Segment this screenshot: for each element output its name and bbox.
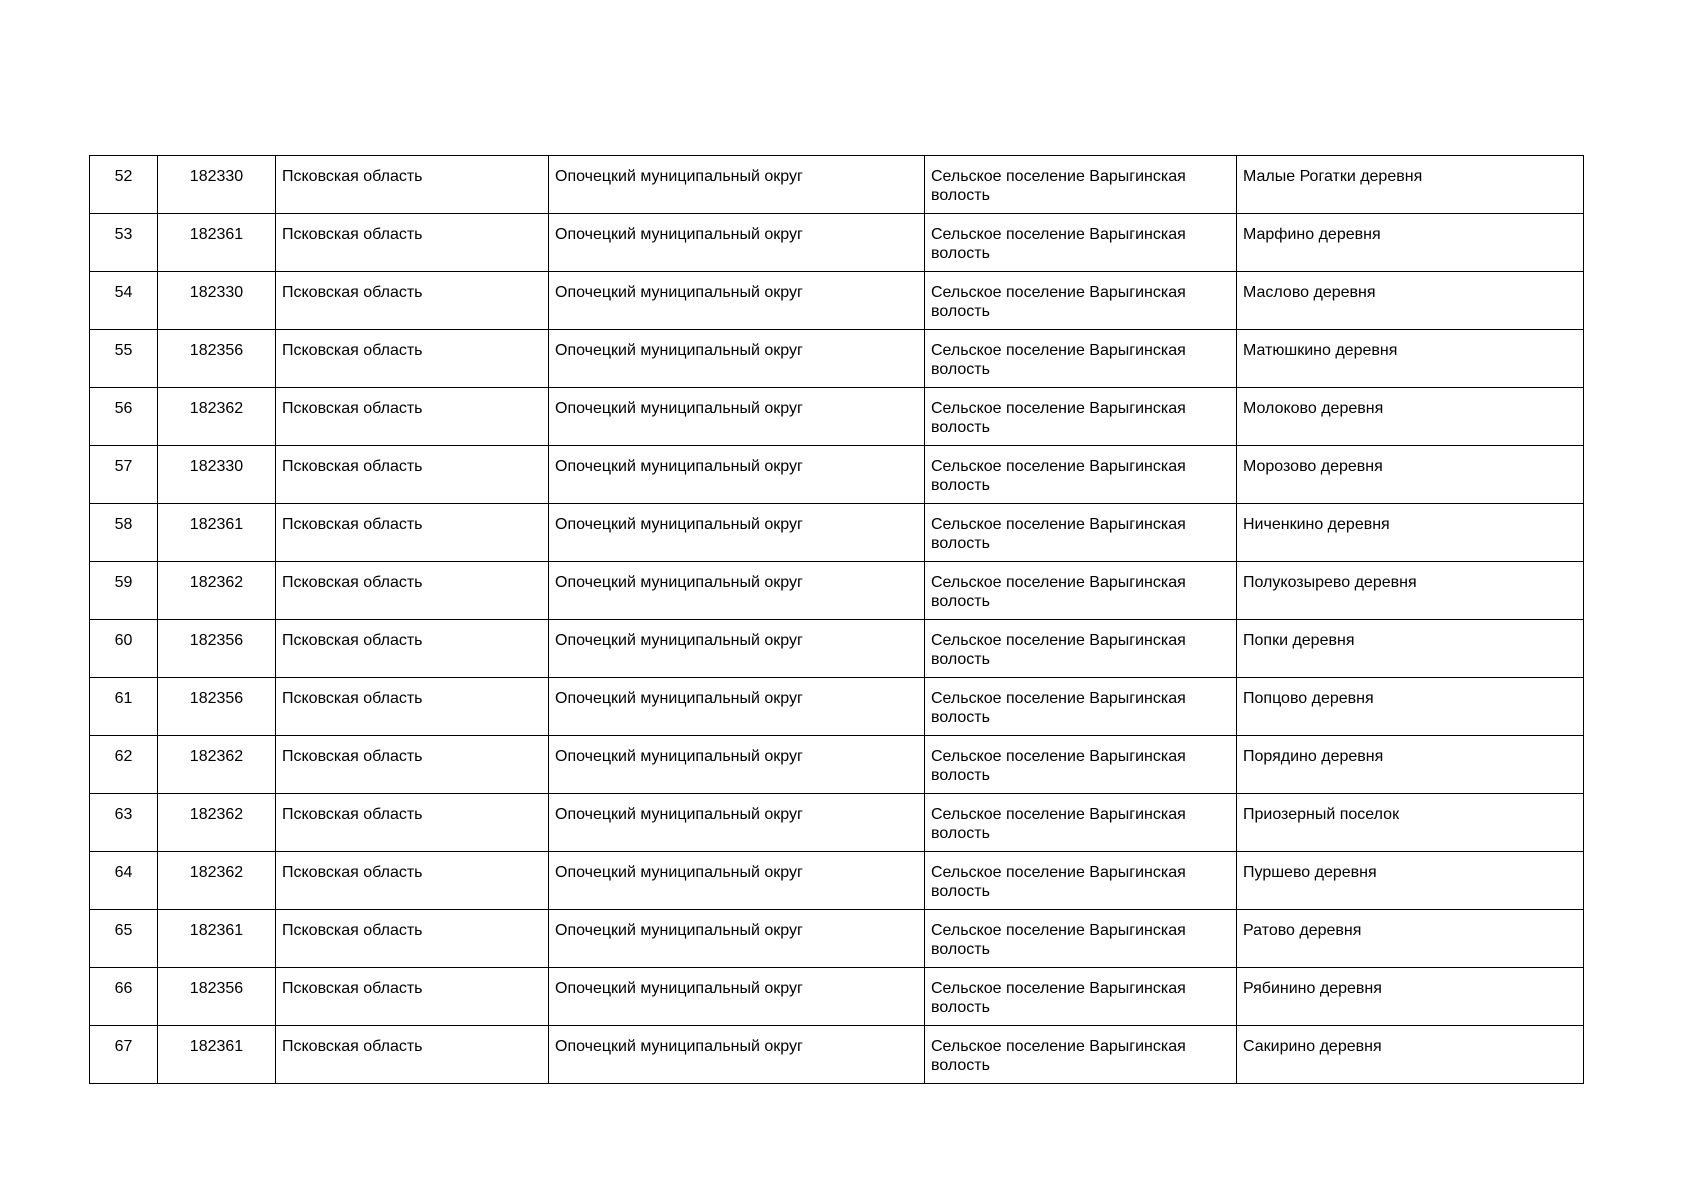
- postal-index-cell: 182356: [158, 330, 276, 388]
- region-cell: Псковская область: [276, 156, 549, 214]
- region-cell: Псковская область: [276, 678, 549, 736]
- locality-cell: Ниченкино деревня: [1237, 504, 1584, 562]
- row-number-cell: 65: [90, 910, 158, 968]
- district-cell: Опочецкий муниципальный округ: [549, 272, 925, 330]
- row-number-cell: 58: [90, 504, 158, 562]
- settlement-cell: Сельское поселение Варыгинская волость: [925, 272, 1237, 330]
- region-cell: Псковская область: [276, 562, 549, 620]
- postal-index-cell: 182361: [158, 504, 276, 562]
- settlement-cell: Сельское поселение Варыгинская волость: [925, 794, 1237, 852]
- district-cell: Опочецкий муниципальный округ: [549, 620, 925, 678]
- locality-cell: Ратово деревня: [1237, 910, 1584, 968]
- table-row: [90, 562, 1584, 620]
- district-cell: Опочецкий муниципальный округ: [549, 562, 925, 620]
- locality-cell: Попцово деревня: [1237, 678, 1584, 736]
- district-cell: Опочецкий муниципальный округ: [549, 214, 925, 272]
- postal-index-cell: 182361: [158, 1026, 276, 1084]
- region-cell: Псковская область: [276, 736, 549, 794]
- settlement-cell: Сельское поселение Варыгинская волость: [925, 214, 1237, 272]
- row-number-cell: 53: [90, 214, 158, 272]
- district-cell: Опочецкий муниципальный округ: [549, 968, 925, 1026]
- table-row: [90, 852, 1584, 910]
- table-row: [90, 1026, 1584, 1084]
- locality-cell: Приозерный поселок: [1237, 794, 1584, 852]
- row-number-cell: 64: [90, 852, 158, 910]
- settlement-cell: Сельское поселение Варыгинская волость: [925, 330, 1237, 388]
- row-number-cell: 52: [90, 156, 158, 214]
- district-cell: Опочецкий муниципальный округ: [549, 852, 925, 910]
- district-cell: Опочецкий муниципальный округ: [549, 736, 925, 794]
- settlement-cell: Сельское поселение Варыгинская волость: [925, 1026, 1237, 1084]
- postal-index-cell: 182356: [158, 968, 276, 1026]
- table-row: [90, 330, 1584, 388]
- table-row: [90, 214, 1584, 272]
- postal-index-cell: 182361: [158, 910, 276, 968]
- region-cell: Псковская область: [276, 272, 549, 330]
- table-row: [90, 678, 1584, 736]
- table-row: [90, 446, 1584, 504]
- district-cell: Опочецкий муниципальный округ: [549, 156, 925, 214]
- locality-cell: Сакирино деревня: [1237, 1026, 1584, 1084]
- table-body: [90, 156, 1584, 1084]
- settlement-cell: Сельское поселение Варыгинская волость: [925, 446, 1237, 504]
- settlement-cell: Сельское поселение Варыгинская волость: [925, 504, 1237, 562]
- locality-cell: Полукозырево деревня: [1237, 562, 1584, 620]
- settlement-cell: Сельское поселение Варыгинская волость: [925, 156, 1237, 214]
- row-number-cell: 63: [90, 794, 158, 852]
- region-cell: Псковская область: [276, 910, 549, 968]
- settlement-cell: Сельское поселение Варыгинская волость: [925, 968, 1237, 1026]
- row-number-cell: 60: [90, 620, 158, 678]
- region-cell: Псковская область: [276, 446, 549, 504]
- locality-cell: Марфино деревня: [1237, 214, 1584, 272]
- district-cell: Опочецкий муниципальный округ: [549, 388, 925, 446]
- row-number-cell: 55: [90, 330, 158, 388]
- district-cell: Опочецкий муниципальный округ: [549, 504, 925, 562]
- table-row: [90, 620, 1584, 678]
- row-number-cell: 61: [90, 678, 158, 736]
- row-number-cell: 54: [90, 272, 158, 330]
- locality-table: [89, 155, 1584, 1084]
- region-cell: Псковская область: [276, 388, 549, 446]
- postal-index-cell: 182362: [158, 794, 276, 852]
- settlement-cell: Сельское поселение Варыгинская волость: [925, 678, 1237, 736]
- postal-index-cell: 182362: [158, 736, 276, 794]
- locality-cell: Маслово деревня: [1237, 272, 1584, 330]
- postal-index-cell: 182356: [158, 620, 276, 678]
- postal-index-cell: 182362: [158, 388, 276, 446]
- locality-cell: Малые Рогатки деревня: [1237, 156, 1584, 214]
- postal-index-cell: 182362: [158, 852, 276, 910]
- settlement-cell: Сельское поселение Варыгинская волость: [925, 562, 1237, 620]
- region-cell: Псковская область: [276, 1026, 549, 1084]
- region-cell: Псковская область: [276, 504, 549, 562]
- settlement-cell: Сельское поселение Варыгинская волость: [925, 388, 1237, 446]
- district-cell: Опочецкий муниципальный округ: [549, 446, 925, 504]
- postal-index-cell: 182330: [158, 156, 276, 214]
- table-row: [90, 272, 1584, 330]
- row-number-cell: 66: [90, 968, 158, 1026]
- district-cell: Опочецкий муниципальный округ: [549, 1026, 925, 1084]
- postal-index-cell: 182362: [158, 562, 276, 620]
- table-row: [90, 504, 1584, 562]
- table-row: [90, 968, 1584, 1026]
- postal-index-cell: 182361: [158, 214, 276, 272]
- row-number-cell: 62: [90, 736, 158, 794]
- row-number-cell: 59: [90, 562, 158, 620]
- district-cell: Опочецкий муниципальный округ: [549, 678, 925, 736]
- locality-cell: Морозово деревня: [1237, 446, 1584, 504]
- district-cell: Опочецкий муниципальный округ: [549, 330, 925, 388]
- region-cell: Псковская область: [276, 968, 549, 1026]
- postal-index-cell: 182330: [158, 446, 276, 504]
- district-cell: Опочецкий муниципальный округ: [549, 910, 925, 968]
- table-row: [90, 156, 1584, 214]
- table-row: [90, 794, 1584, 852]
- locality-cell: Порядино деревня: [1237, 736, 1584, 794]
- table-row: [90, 736, 1584, 794]
- settlement-cell: Сельское поселение Варыгинская волость: [925, 910, 1237, 968]
- settlement-cell: Сельское поселение Варыгинская волость: [925, 736, 1237, 794]
- locality-cell: Рябинино деревня: [1237, 968, 1584, 1026]
- region-cell: Псковская область: [276, 330, 549, 388]
- region-cell: Псковская область: [276, 620, 549, 678]
- region-cell: Псковская область: [276, 852, 549, 910]
- table-row: [90, 910, 1584, 968]
- locality-cell: Матюшкино деревня: [1237, 330, 1584, 388]
- row-number-cell: 67: [90, 1026, 158, 1084]
- settlement-cell: Сельское поселение Варыгинская волость: [925, 852, 1237, 910]
- locality-cell: Пуршево деревня: [1237, 852, 1584, 910]
- postal-index-cell: 182330: [158, 272, 276, 330]
- table-row: [90, 388, 1584, 446]
- district-cell: Опочецкий муниципальный округ: [549, 794, 925, 852]
- postal-index-cell: 182356: [158, 678, 276, 736]
- locality-cell: Попки деревня: [1237, 620, 1584, 678]
- locality-cell: Молоково деревня: [1237, 388, 1584, 446]
- region-cell: Псковская область: [276, 214, 549, 272]
- region-cell: Псковская область: [276, 794, 549, 852]
- row-number-cell: 57: [90, 446, 158, 504]
- row-number-cell: 56: [90, 388, 158, 446]
- settlement-cell: Сельское поселение Варыгинская волость: [925, 620, 1237, 678]
